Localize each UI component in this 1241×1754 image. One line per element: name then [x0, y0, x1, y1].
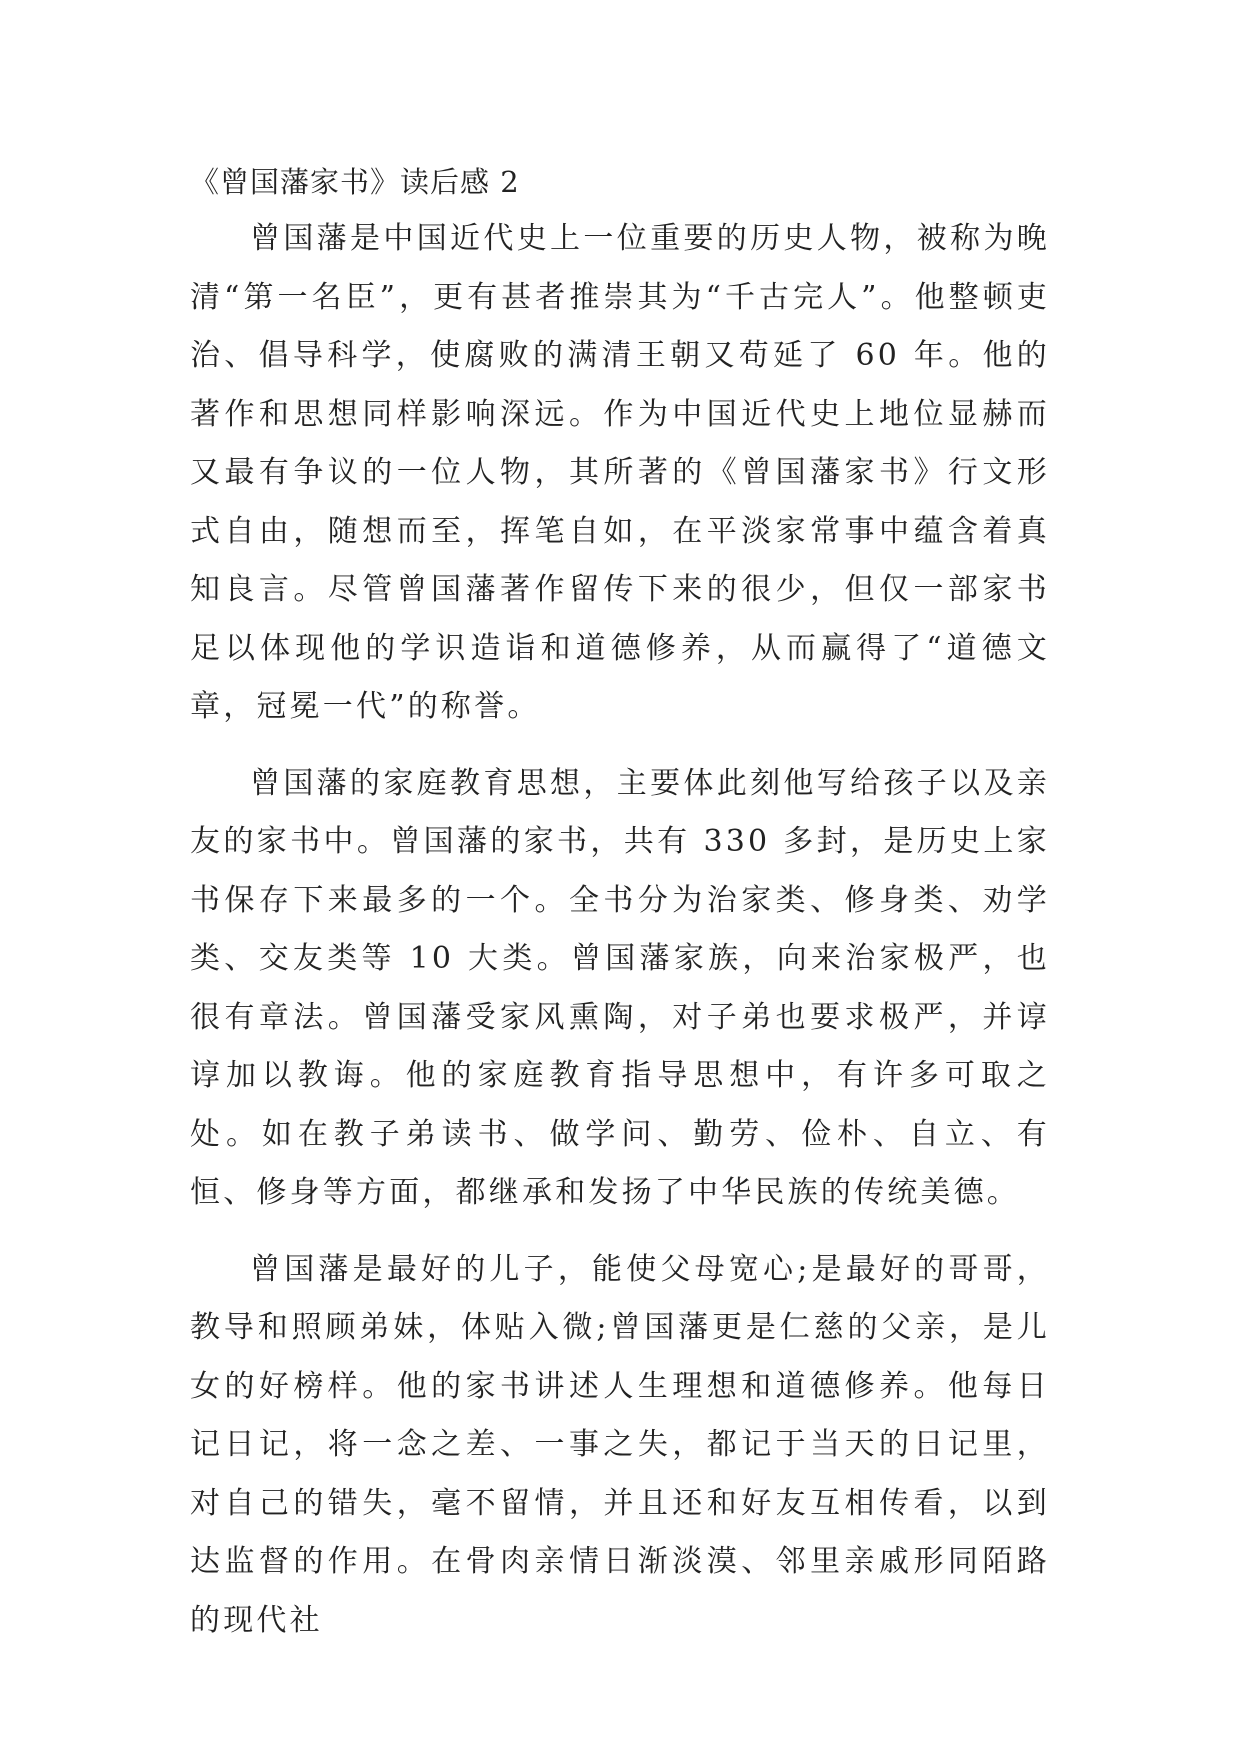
paragraph-3: 曾国藩是最好的儿子，能使父母宽心;是最好的哥哥，教导和照顾弟妹，体贴入微;曾国藩更是仁慈的父亲，是儿女的好榜样。他的家书讲述人生理想和道德修养。他每日记日记，将一念之差、一事之失，都记于当天的日记里，对自己的错失，毫不留情，并且还和好友互相传看，以到达监督的作用。在骨肉亲情日渐淡漠、邻里亲戚形同陌路的现代社	[190, 1251, 1050, 1638]
paragraph-2: 曾国藩的家庭教育思想，主要体此刻他写给孩子以及亲友的家书中。曾国藩的家书，共有 330 多封，是历史上家书保存下来最多的一个。全书分为治家类、修身类、劝学类、交友类等 10 大类。曾国藩家族，向来治家极严，也很有章法。曾国藩受家风熏陶，对子弟也要求极严，并谆谆加以教诲。他的家庭教育指导思想中，有许多可取之处。如在教子弟读书、做学问、勤劳、俭朴、自立、有恒、修身等方面，都继承和发扬了中华民族的传统美德。	[190, 765, 1050, 1210]
paragraph-1: 曾国藩是中国近代史上一位重要的历史人物，被称为晚清“第一名臣”，更有甚者推崇其为“千古完人”。他整顿吏治、倡导科学，使腐败的满清王朝又苟延了 60 年。他的著作和思想同样影响深远。作为中国近代史上地位显赫而又最有争议的一位人物，其所著的《曾国藩家书》行文形式自由，随想而至，挥笔自如，在平淡家常事中蕴含着真知良言。尽管曾国藩著作留传下来的很少，但仅一部家书足以体现他的学识造诣和道德修养，从而赢得了“道德文章，冠冕一代”的称誉。	[190, 221, 1050, 724]
document-page	[190, 160, 1050, 1650]
document-title: 《曾国藩家书》读后感 2	[190, 165, 520, 199]
